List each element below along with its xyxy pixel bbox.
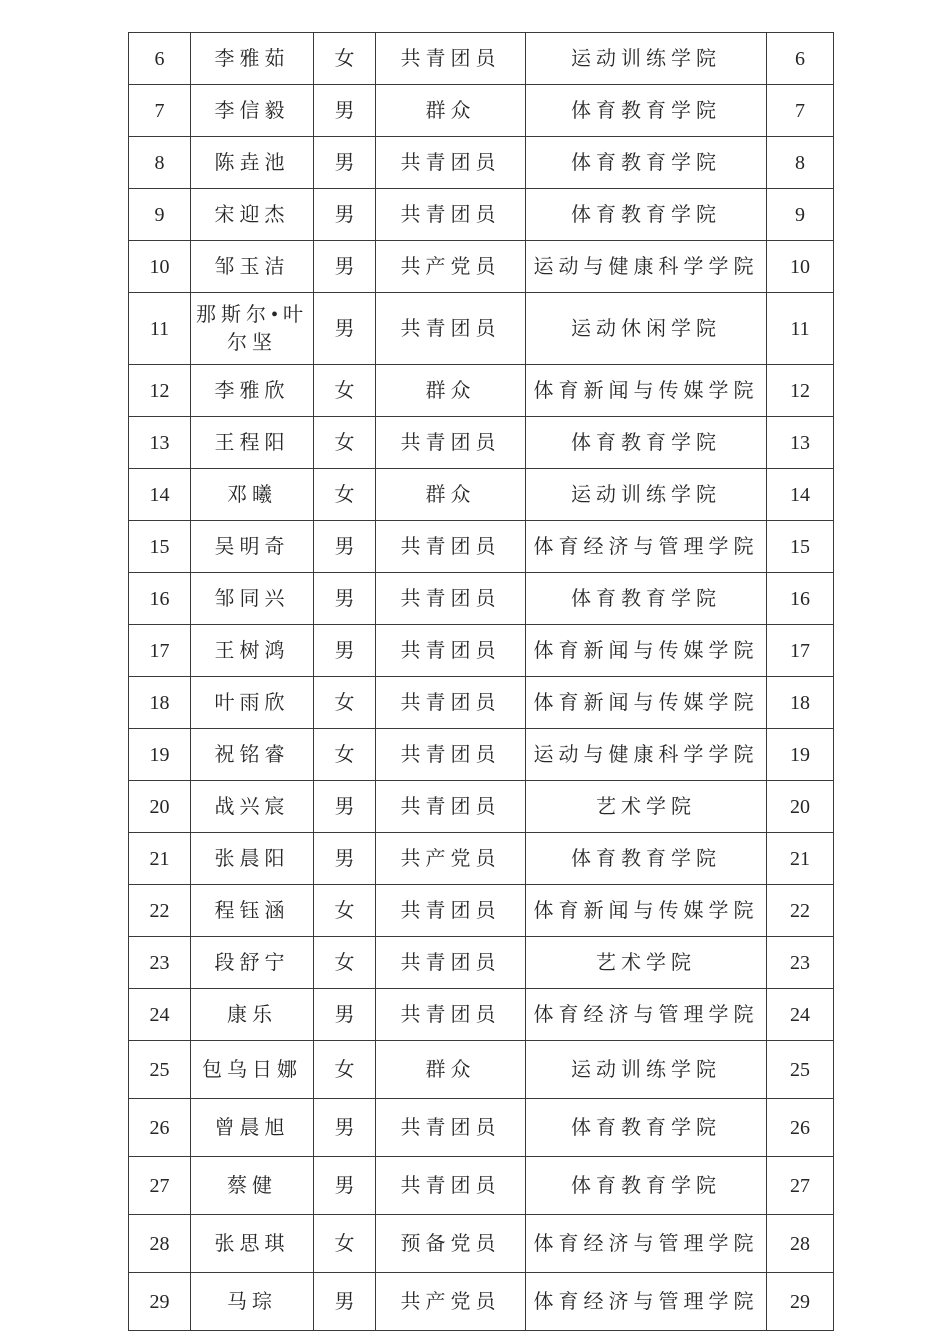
cell-name: 蔡健	[191, 1157, 314, 1215]
cell-no: 16	[129, 573, 191, 625]
cell-college: 体育经济与管理学院	[526, 989, 767, 1041]
table-row	[129, 833, 834, 885]
document-page	[128, 32, 834, 1331]
cell-no: 7	[129, 85, 191, 137]
cell-college: 体育新闻与传媒学院	[526, 625, 767, 677]
cell-college: 运动与健康科学学院	[526, 241, 767, 293]
cell-no: 24	[129, 989, 191, 1041]
cell-no-repeat: 8	[767, 137, 834, 189]
cell-name: 王树鸿	[191, 625, 314, 677]
table-row	[129, 677, 834, 729]
cell-no-repeat: 11	[767, 293, 834, 365]
table-row	[129, 85, 834, 137]
cell-name: 李雅茹	[191, 33, 314, 85]
cell-political-status: 共青团员	[376, 989, 526, 1041]
cell-college: 运动训练学院	[526, 469, 767, 521]
cell-name: 邹同兴	[191, 573, 314, 625]
cell-no-repeat: 15	[767, 521, 834, 573]
cell-no-repeat: 20	[767, 781, 834, 833]
cell-no-repeat: 25	[767, 1041, 834, 1099]
cell-no-repeat: 26	[767, 1099, 834, 1157]
cell-college: 运动休闲学院	[526, 293, 767, 365]
cell-no: 26	[129, 1099, 191, 1157]
cell-political-status: 共青团员	[376, 521, 526, 573]
cell-gender: 女	[314, 365, 376, 417]
table-row	[129, 33, 834, 85]
cell-college: 体育教育学院	[526, 1099, 767, 1157]
cell-no-repeat: 21	[767, 833, 834, 885]
cell-college: 体育教育学院	[526, 85, 767, 137]
cell-college: 运动与健康科学学院	[526, 729, 767, 781]
table-row	[129, 293, 834, 365]
cell-gender: 男	[314, 781, 376, 833]
cell-gender: 女	[314, 33, 376, 85]
cell-no: 22	[129, 885, 191, 937]
cell-no: 15	[129, 521, 191, 573]
cell-no: 14	[129, 469, 191, 521]
cell-political-status: 共青团员	[376, 137, 526, 189]
cell-political-status: 共青团员	[376, 781, 526, 833]
table-row	[129, 137, 834, 189]
cell-college: 体育教育学院	[526, 573, 767, 625]
cell-college: 体育教育学院	[526, 1157, 767, 1215]
cell-name: 祝铭睿	[191, 729, 314, 781]
table-row	[129, 417, 834, 469]
cell-gender: 男	[314, 241, 376, 293]
cell-no: 11	[129, 293, 191, 365]
cell-no: 10	[129, 241, 191, 293]
cell-gender: 女	[314, 469, 376, 521]
cell-name: 包乌日娜	[191, 1041, 314, 1099]
cell-no: 25	[129, 1041, 191, 1099]
table-row	[129, 625, 834, 677]
cell-name: 曾晨旭	[191, 1099, 314, 1157]
roster-table	[128, 32, 834, 1331]
cell-college: 运动训练学院	[526, 1041, 767, 1099]
cell-college: 体育新闻与传媒学院	[526, 677, 767, 729]
cell-college: 体育经济与管理学院	[526, 521, 767, 573]
cell-name: 邹玉洁	[191, 241, 314, 293]
cell-gender: 男	[314, 1099, 376, 1157]
table-row	[129, 573, 834, 625]
cell-college: 体育教育学院	[526, 417, 767, 469]
cell-college: 体育新闻与传媒学院	[526, 365, 767, 417]
cell-name: 康乐	[191, 989, 314, 1041]
cell-gender: 女	[314, 729, 376, 781]
cell-college: 艺术学院	[526, 937, 767, 989]
cell-no-repeat: 6	[767, 33, 834, 85]
cell-name: 张晨阳	[191, 833, 314, 885]
table-row	[129, 937, 834, 989]
cell-college: 艺术学院	[526, 781, 767, 833]
cell-name: 战兴宸	[191, 781, 314, 833]
cell-political-status: 共青团员	[376, 189, 526, 241]
table-row	[129, 521, 834, 573]
cell-gender: 男	[314, 137, 376, 189]
cell-political-status: 共青团员	[376, 33, 526, 85]
cell-name: 马琮	[191, 1273, 314, 1331]
cell-gender: 男	[314, 521, 376, 573]
cell-name: 段舒宁	[191, 937, 314, 989]
cell-name: 叶雨欣	[191, 677, 314, 729]
table-row	[129, 469, 834, 521]
cell-no: 27	[129, 1157, 191, 1215]
cell-gender: 男	[314, 625, 376, 677]
cell-gender: 男	[314, 85, 376, 137]
cell-political-status: 预备党员	[376, 1215, 526, 1273]
cell-political-status: 群众	[376, 469, 526, 521]
cell-no-repeat: 17	[767, 625, 834, 677]
cell-college: 体育经济与管理学院	[526, 1273, 767, 1331]
cell-no: 21	[129, 833, 191, 885]
cell-name: 王程阳	[191, 417, 314, 469]
cell-political-status: 群众	[376, 365, 526, 417]
table-row	[129, 1041, 834, 1099]
cell-no: 17	[129, 625, 191, 677]
cell-name: 吴明奇	[191, 521, 314, 573]
cell-name: 李雅欣	[191, 365, 314, 417]
cell-no-repeat: 7	[767, 85, 834, 137]
cell-no-repeat: 10	[767, 241, 834, 293]
cell-political-status: 共产党员	[376, 833, 526, 885]
cell-no: 29	[129, 1273, 191, 1331]
cell-political-status: 共青团员	[376, 625, 526, 677]
cell-gender: 女	[314, 417, 376, 469]
cell-no-repeat: 9	[767, 189, 834, 241]
table-row	[129, 1099, 834, 1157]
cell-gender: 男	[314, 1273, 376, 1331]
cell-gender: 男	[314, 573, 376, 625]
cell-no-repeat: 23	[767, 937, 834, 989]
cell-gender: 女	[314, 1041, 376, 1099]
cell-political-status: 共青团员	[376, 1157, 526, 1215]
cell-no-repeat: 29	[767, 1273, 834, 1331]
cell-no: 18	[129, 677, 191, 729]
cell-college: 体育新闻与传媒学院	[526, 885, 767, 937]
cell-no: 9	[129, 189, 191, 241]
cell-name: 宋迎杰	[191, 189, 314, 241]
cell-no-repeat: 13	[767, 417, 834, 469]
cell-political-status: 共青团员	[376, 293, 526, 365]
cell-gender: 女	[314, 885, 376, 937]
cell-political-status: 共青团员	[376, 937, 526, 989]
cell-college: 体育经济与管理学院	[526, 1215, 767, 1273]
cell-political-status: 共青团员	[376, 1099, 526, 1157]
cell-gender: 男	[314, 1157, 376, 1215]
roster-table-body	[129, 33, 834, 1331]
cell-no-repeat: 27	[767, 1157, 834, 1215]
cell-political-status: 群众	[376, 85, 526, 137]
cell-no: 12	[129, 365, 191, 417]
table-row	[129, 241, 834, 293]
cell-political-status: 共产党员	[376, 1273, 526, 1331]
table-row	[129, 781, 834, 833]
cell-name: 张思琪	[191, 1215, 314, 1273]
cell-no-repeat: 24	[767, 989, 834, 1041]
cell-no: 13	[129, 417, 191, 469]
cell-name: 陈垚池	[191, 137, 314, 189]
cell-no: 20	[129, 781, 191, 833]
table-row	[129, 189, 834, 241]
cell-gender: 女	[314, 1215, 376, 1273]
cell-political-status: 共青团员	[376, 417, 526, 469]
cell-political-status: 共青团员	[376, 573, 526, 625]
table-row	[129, 1215, 834, 1273]
cell-gender: 男	[314, 293, 376, 365]
cell-political-status: 共青团员	[376, 729, 526, 781]
cell-no-repeat: 12	[767, 365, 834, 417]
table-row	[129, 885, 834, 937]
cell-name: 程钰涵	[191, 885, 314, 937]
cell-no: 8	[129, 137, 191, 189]
table-row	[129, 729, 834, 781]
cell-gender: 男	[314, 989, 376, 1041]
cell-no-repeat: 18	[767, 677, 834, 729]
cell-college: 体育教育学院	[526, 137, 767, 189]
cell-gender: 男	[314, 189, 376, 241]
cell-name: 李信毅	[191, 85, 314, 137]
cell-no-repeat: 22	[767, 885, 834, 937]
cell-college: 体育教育学院	[526, 833, 767, 885]
cell-no: 28	[129, 1215, 191, 1273]
cell-college: 体育教育学院	[526, 189, 767, 241]
cell-gender: 女	[314, 937, 376, 989]
cell-no-repeat: 19	[767, 729, 834, 781]
cell-no: 6	[129, 33, 191, 85]
table-row	[129, 1157, 834, 1215]
cell-political-status: 共产党员	[376, 241, 526, 293]
cell-political-status: 共青团员	[376, 677, 526, 729]
cell-name: 邓曦	[191, 469, 314, 521]
table-row	[129, 989, 834, 1041]
cell-no: 23	[129, 937, 191, 989]
cell-gender: 女	[314, 677, 376, 729]
table-row	[129, 365, 834, 417]
cell-political-status: 共青团员	[376, 885, 526, 937]
cell-gender: 男	[314, 833, 376, 885]
cell-no: 19	[129, 729, 191, 781]
table-row	[129, 1273, 834, 1331]
cell-college: 运动训练学院	[526, 33, 767, 85]
cell-name: 那斯尔•叶尔坚	[191, 293, 314, 365]
cell-no-repeat: 14	[767, 469, 834, 521]
cell-political-status: 群众	[376, 1041, 526, 1099]
cell-no-repeat: 28	[767, 1215, 834, 1273]
cell-no-repeat: 16	[767, 573, 834, 625]
